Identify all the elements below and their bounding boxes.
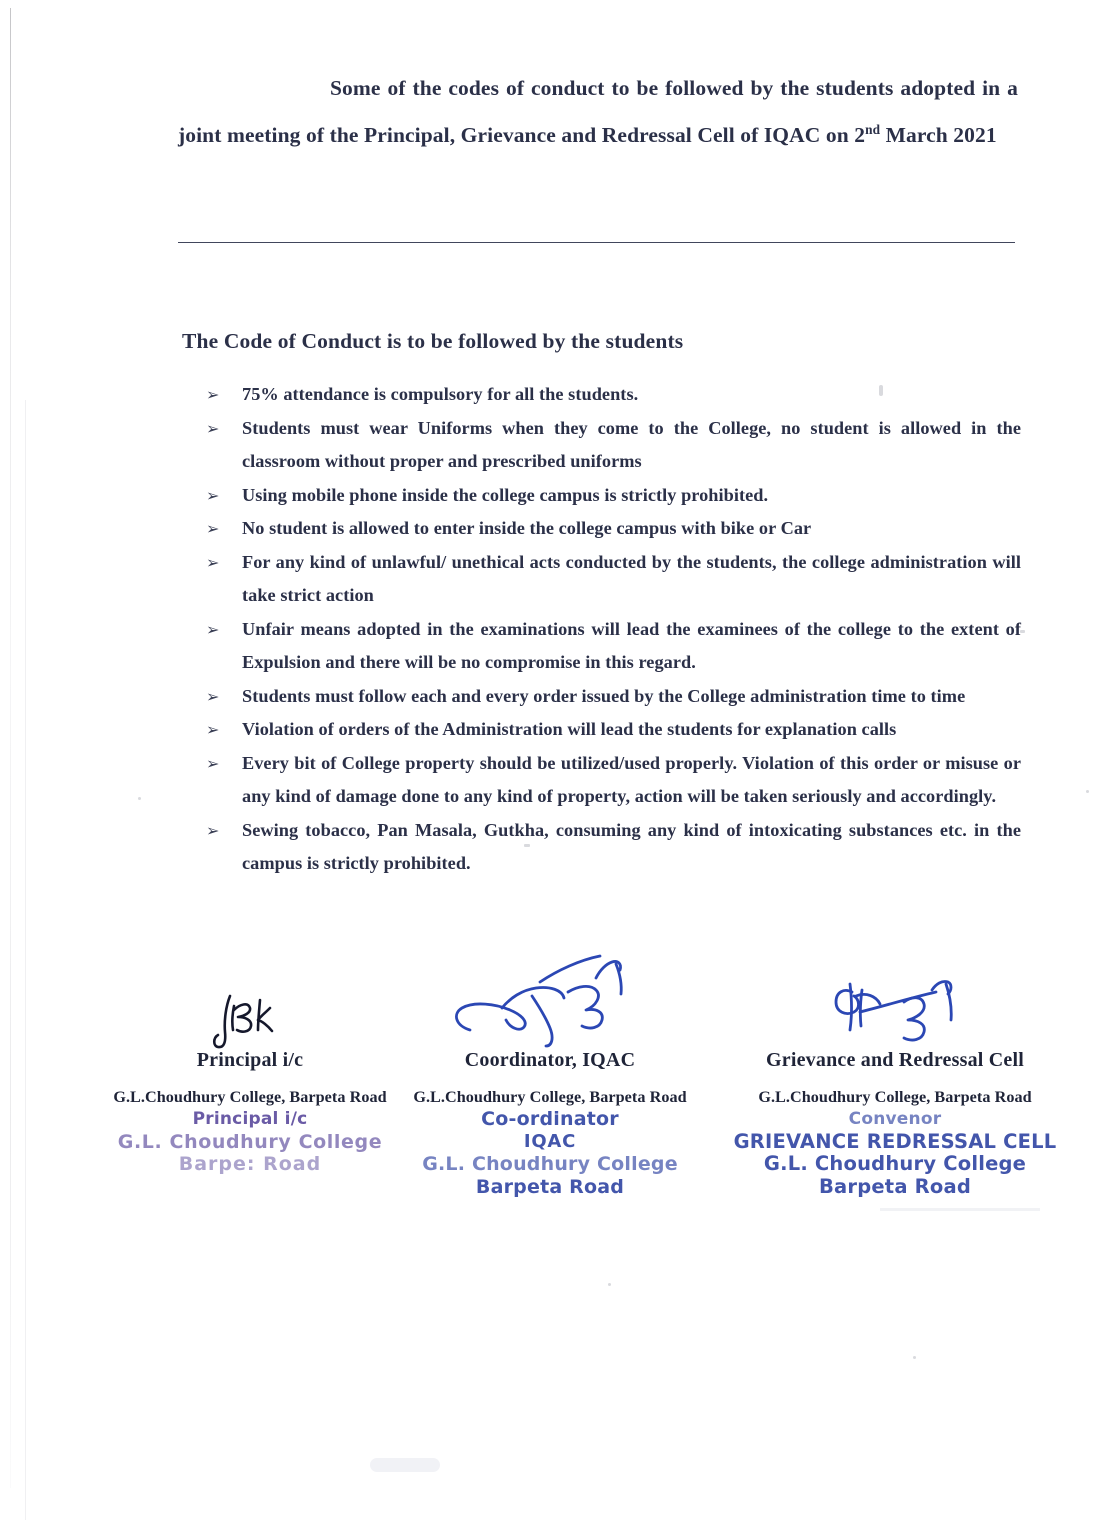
signature-block-principal bbox=[100, 990, 400, 1176]
stamp-line: IQAC bbox=[523, 1130, 577, 1152]
document-title bbox=[178, 68, 1018, 156]
arrow-bullet-icon: ➢ bbox=[206, 820, 220, 840]
list-item-text: Unfair means adopted in the examinations will lead the examinees of the college to the extent of Expulsion and there will be no compromise in this regard. bbox=[242, 618, 1021, 672]
list-item bbox=[206, 479, 1021, 513]
stamp-line: Convenor bbox=[848, 1109, 942, 1129]
handwritten-signature-principal bbox=[100, 990, 400, 1048]
arrow-bullet-icon: ➢ bbox=[206, 385, 220, 404]
arrow-bullet-icon: ➢ bbox=[206, 418, 220, 438]
list-item bbox=[206, 814, 1021, 881]
signature-title: Principal i/c bbox=[196, 1049, 304, 1071]
list-item-text: Every bit of College property should be utilized/used properly. Violation of this order or misuse or any kind of damage done to any kind of property, action will be taken seriously and accordingly. bbox=[242, 752, 1021, 806]
stamp-line: Barpe: Road bbox=[178, 1153, 322, 1175]
code-of-conduct-list bbox=[206, 378, 1021, 881]
arrow-bullet-icon: ➢ bbox=[206, 619, 220, 639]
signature-block-coordinator bbox=[400, 990, 700, 1198]
signature-affiliation: G.L.Choudhury College, Barpeta Road bbox=[413, 1088, 687, 1106]
list-item bbox=[206, 680, 1021, 714]
signature-title: Grievance and Redressal Cell bbox=[766, 1049, 1024, 1071]
title-line-3-prefix: IQAC on 2 bbox=[763, 123, 866, 148]
stamp-line: GRIEVANCE REDRESSAL CELL bbox=[733, 1129, 1057, 1153]
list-item bbox=[206, 747, 1021, 814]
arrow-bullet-icon: ➢ bbox=[206, 720, 220, 739]
list-item bbox=[206, 412, 1021, 479]
signature-affiliation: G.L.Choudhury College, Barpeta Road bbox=[113, 1088, 387, 1106]
title-line-1: Some of the codes of conduct to be followed by the students bbox=[330, 76, 894, 100]
handwritten-signature-coordinator bbox=[400, 990, 700, 1048]
signature-affiliation: G.L.Choudhury College, Barpeta Road bbox=[758, 1088, 1032, 1106]
list-item-text: 75% attendance is compulsory for all the students. bbox=[242, 384, 639, 404]
title-line-2: adopted in a joint meeting of the Principal, Grievance and Redressal Cell of bbox=[178, 76, 1018, 148]
stamp-line: Principal i/c bbox=[192, 1109, 308, 1129]
handwritten-signature-grievance bbox=[730, 990, 1060, 1048]
stamp-line: G.L. Choudhury College bbox=[422, 1153, 678, 1175]
scan-speck bbox=[913, 1356, 916, 1359]
official-stamp-principal bbox=[100, 1108, 400, 1176]
list-item-text: Violation of orders of the Administration will lead the students for explanation calls bbox=[242, 719, 897, 739]
arrow-bullet-icon: ➢ bbox=[206, 485, 220, 505]
signature-title: Coordinator, IQAC bbox=[464, 1049, 636, 1071]
scan-speck bbox=[1086, 790, 1089, 793]
list-item-text: For any kind of unlawful/ unethical acts conducted by the students, the college administration will take strict action bbox=[242, 551, 1021, 605]
stamp-line: G.L. Choudhury College bbox=[117, 1130, 383, 1153]
signature-block-grievance bbox=[730, 990, 1060, 1198]
list-item-text: Using mobile phone inside the college campus is strictly prohibited. bbox=[242, 484, 769, 505]
title-line-3-tail: March 2021 bbox=[880, 123, 997, 148]
horizontal-divider bbox=[178, 242, 1015, 243]
stamp-line: Barpeta Road bbox=[475, 1175, 625, 1198]
list-item-text: Sewing tobacco, Pan Masala, Gutkha, consuming any kind of intoxicating substances etc. in the campus is strictly prohibited. bbox=[242, 819, 1021, 873]
scan-edge-artifact-secondary bbox=[25, 400, 26, 1520]
arrow-bullet-icon: ➢ bbox=[206, 519, 220, 538]
list-item bbox=[206, 378, 1021, 412]
list-item bbox=[206, 613, 1021, 680]
list-item-text: Students must wear Uniforms when they come to the College, no student is allowed in the classroom without proper and prescribed uniforms bbox=[242, 417, 1021, 471]
section-heading: The Code of Conduct is to be followed by the students bbox=[182, 329, 684, 353]
scan-edge-artifact bbox=[10, 8, 11, 1488]
stamp-line: G.L. Choudhury College bbox=[763, 1152, 1027, 1175]
official-stamp-iqac bbox=[400, 1108, 700, 1198]
scan-speck bbox=[138, 797, 141, 800]
arrow-bullet-icon: ➢ bbox=[206, 686, 220, 706]
list-item bbox=[206, 713, 1021, 747]
title-ordinal-suffix: nd bbox=[865, 122, 881, 137]
scan-smudge bbox=[370, 1458, 440, 1472]
arrow-bullet-icon: ➢ bbox=[206, 753, 220, 773]
list-item-text: No student is allowed to enter inside the college campus with bike or Car bbox=[242, 518, 812, 538]
stamp-line: Barpeta Road bbox=[818, 1174, 972, 1198]
stamp-line: Co-ordinator bbox=[481, 1108, 619, 1130]
list-item bbox=[206, 546, 1021, 613]
official-stamp-grievance bbox=[730, 1108, 1060, 1198]
list-item bbox=[206, 512, 1021, 546]
signature-row bbox=[0, 990, 1117, 1220]
scan-speck bbox=[608, 1283, 611, 1286]
list-item-text: Students must follow each and every order issued by the College administration time to time bbox=[242, 685, 966, 706]
arrow-bullet-icon: ➢ bbox=[206, 552, 220, 572]
